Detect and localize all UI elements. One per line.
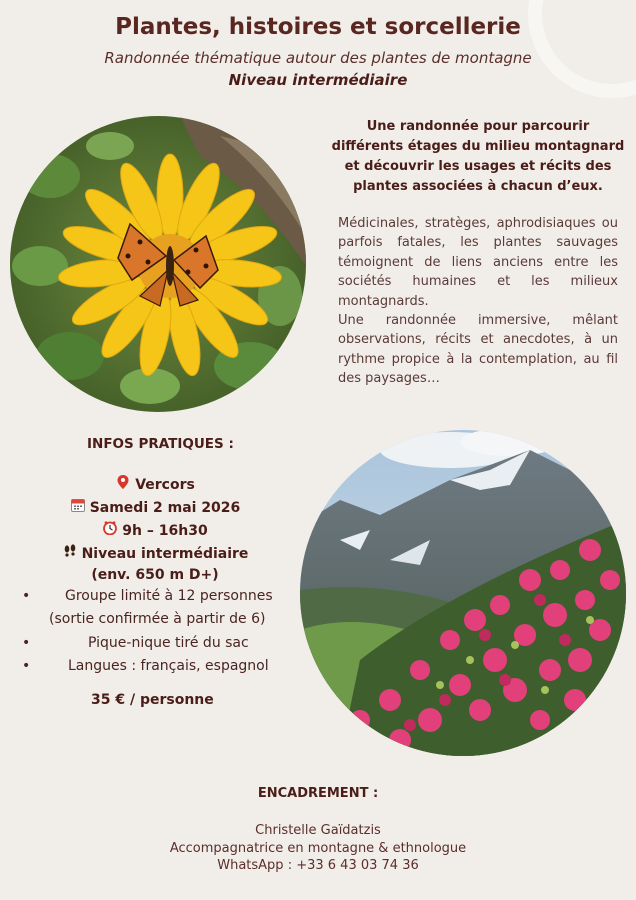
staff-role: Accompagnatrice en montagne & ethnologue — [169, 841, 467, 856]
location-line — [0, 475, 310, 493]
description-paragraph: Médicinales, stratèges, aphrodisiaques ou parfois fatales, les plantes sauvages témoignent de liens anciens entre les sociétés humaines et les milieux montagnards. — [338, 216, 618, 309]
elevation-line: (env. 650 m D+) — [91, 567, 219, 583]
bullet-dot: • — [22, 588, 31, 604]
time-line — [0, 521, 310, 539]
date-line — [0, 498, 310, 516]
butterfly-flower-photo — [10, 116, 306, 412]
bullet-text: (sortie confirmée à partir de 6) — [49, 611, 266, 627]
page-subtitle: Randonnée thématique autour des plantes de montagne — [104, 49, 532, 67]
price: 35 € / personne — [91, 692, 214, 708]
staff-heading: ENCADREMENT : — [257, 786, 379, 801]
intro-line: et découvrir les usages et récits des — [344, 159, 612, 174]
page-title: Plantes, histoires et sorcellerie — [115, 14, 521, 40]
mountain-rhododendron-photo — [300, 430, 626, 756]
bullet-dot: • — [22, 658, 31, 674]
calendar-icon — [70, 498, 86, 516]
description-paragraph: Une randonnée immersive, mêlant observations, récits et anecdotes, à un rythme propice à la contemplation, au fil des paysages… — [338, 313, 618, 387]
bullet-text: Groupe limité à 12 personnes — [65, 588, 273, 604]
bullet-dot: • — [22, 635, 31, 651]
intro-line: plantes associées à chacun d’eux. — [353, 179, 603, 194]
pin-icon — [115, 475, 131, 493]
level-line — [0, 544, 310, 562]
date-text: Samedi 2 mai 2026 — [89, 500, 241, 516]
infos-heading: INFOS PRATIQUES : — [87, 436, 234, 452]
bullet-text: Pique-nique tiré du sac — [88, 635, 249, 651]
description — [338, 214, 618, 389]
location-text: Vercors — [135, 477, 195, 493]
bullet-text: Langues : français, espagnol — [68, 658, 269, 674]
staff-name: Christelle Gaïdatzis — [255, 823, 381, 838]
time-text: 9h – 16h30 — [122, 523, 208, 539]
footprints-icon — [62, 544, 78, 562]
intro-text — [330, 117, 626, 197]
clock-icon — [102, 521, 118, 539]
level-text: Niveau intermédiaire — [81, 546, 249, 562]
level-label: Niveau intermédiaire — [228, 71, 408, 89]
staff-contact: WhatsApp : +33 6 43 03 74 36 — [217, 858, 419, 873]
intro-line: différents étages du milieu montagnard — [331, 139, 625, 154]
intro-line: Une randonnée pour parcourir — [366, 119, 590, 134]
